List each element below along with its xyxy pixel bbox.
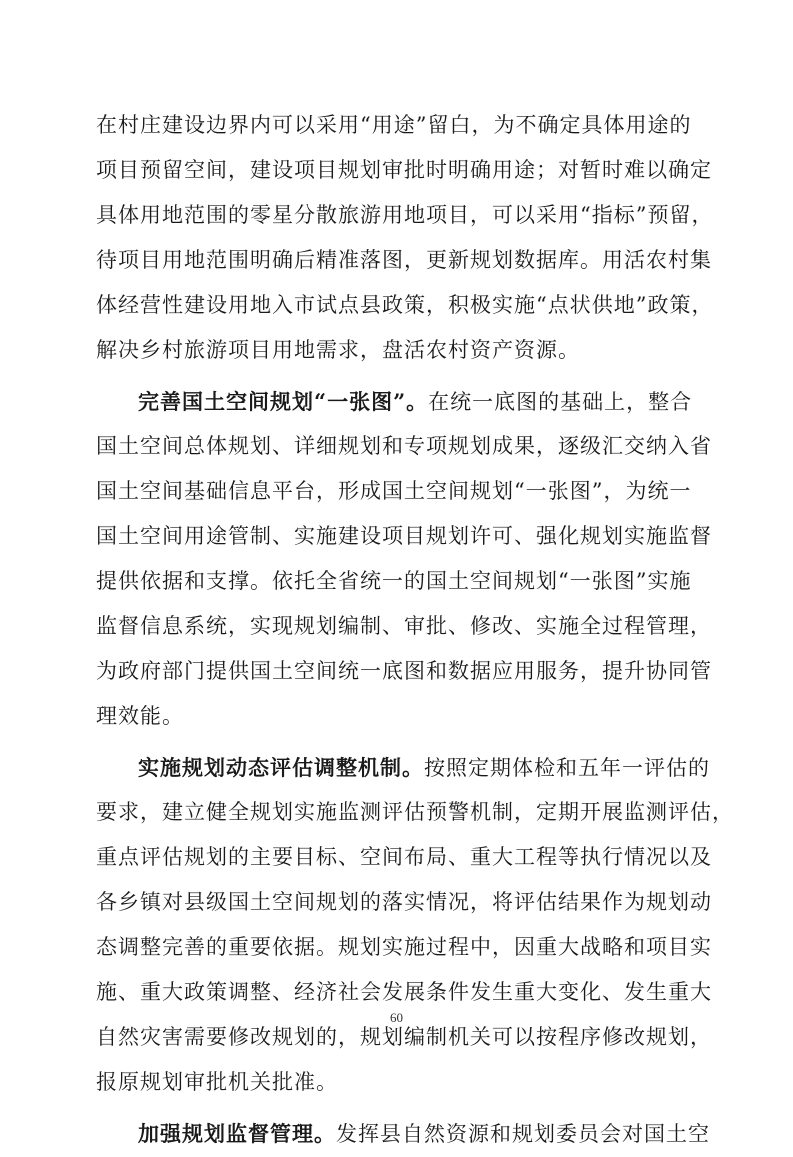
text-line: 待项目用地范围明确后精准落图，更新规划数据库。用活农村集 <box>96 248 712 272</box>
text-run: 在统一底图的基础上，整合 <box>428 390 693 414</box>
text-line: 报原规划审批机关批准。 <box>96 1070 338 1094</box>
page-number: 60 <box>390 1010 403 1025</box>
paragraph-first-line <box>96 745 710 790</box>
text-run: 发挥县自然资源和规划委员会对国土空 <box>336 1122 710 1146</box>
paragraph-1 <box>96 103 714 373</box>
text-line: 提供依据和支撑。依托全省统一的国土空间规划“一张图”实施 <box>96 569 692 593</box>
paragraph-heading: 实施规划动态评估调整机制。 <box>138 755 424 780</box>
text-line: 国土空间基础信息平台，形成国土空间规划“一张图”，为统一 <box>96 479 692 503</box>
text-line: 施、重大政策调整、经济社会发展条件发生重大变化、发生重大 <box>96 980 712 1004</box>
text-line: 态调整完善的重要依据。规划实施过程中，因重大战略和项目实 <box>96 935 712 959</box>
text-line: 自然灾害需要修改规划的，规划编制机关可以按程序修改规划， <box>96 1025 712 1049</box>
text-line: 理效能。 <box>96 704 184 728</box>
paragraph-first-line <box>96 379 706 424</box>
text-line: 体经营性建设用地入市试点县政策，积极实施“点状供地”政策， <box>96 293 714 317</box>
text-line: 各乡镇对县级国土空间规划的落实情况，将评估结果作为规划动 <box>96 890 712 914</box>
text-line: 具体用地范围的零星分散旅游用地项目，可以采用“指标”预留， <box>96 203 714 227</box>
paragraph-2 <box>96 379 712 739</box>
text-line: 要求，建立健全规划实施监测评估预警机制，定期开展监测评估， <box>96 800 734 824</box>
text-line: 国土空间总体规划、详细规划和专项规划成果，逐级汇交纳入省 <box>96 434 712 458</box>
paragraph-4 <box>96 1111 710 1156</box>
text-line: 在村庄建设边界内可以采用“用途”留白，为不确定具体用途的 <box>96 113 692 137</box>
paragraph-heading: 完善国土空间规划“一张图”。 <box>138 389 429 414</box>
text-line: 项目预留空间，建设项目规划审批时明确用途；对暂时难以确定 <box>96 158 712 182</box>
paragraph-heading: 加强规划监督管理。 <box>138 1121 336 1146</box>
text-line: 解决乡村旅游项目用地需求，盘活农村资产资源。 <box>96 338 580 362</box>
paragraph-3 <box>96 745 734 1105</box>
body-text <box>96 103 734 1156</box>
text-line: 国土空间用途管制、实施建设项目规划许可、强化规划实施监督 <box>96 524 712 548</box>
text-run: 按照定期体检和五年一评估的 <box>424 756 710 780</box>
text-line: 监督信息系统，实现规划编制、审批、修改、实施全过程管理， <box>96 614 712 638</box>
text-line: 重点评估规划的主要目标、空间布局、重大工程等执行情况以及 <box>96 845 712 869</box>
paragraph-first-line <box>96 1111 710 1156</box>
text-line: 为政府部门提供国土空间统一底图和数据应用服务，提升协同管 <box>96 659 712 683</box>
